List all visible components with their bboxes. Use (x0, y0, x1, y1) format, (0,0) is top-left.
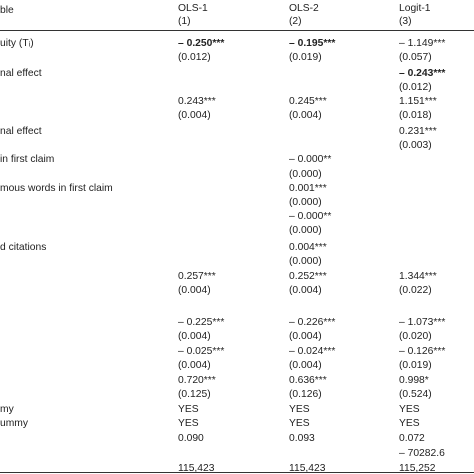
table-cell-col3: 0.072 (399, 433, 425, 444)
table-cell-col2: – 0.000** (289, 211, 332, 222)
table-cell-col2: – 0.226*** (289, 317, 336, 328)
row-label: my (0, 404, 14, 415)
column-number-1: (1) (178, 16, 191, 27)
table-cell-col3: – 1.149*** (399, 38, 446, 49)
table-cell-col1: – 0.025*** (178, 346, 225, 357)
row-label: nal effect (0, 68, 42, 79)
table-cell-col2: (0.004) (289, 110, 322, 121)
table-cell-col1: 0.257*** (178, 271, 216, 282)
table-cell-col2: (0.004) (289, 331, 322, 342)
table-cell-col3: – 70282.6 (399, 448, 445, 459)
table-cell-col2: (0.019) (289, 52, 322, 63)
table-cell-col3: YES (399, 418, 420, 429)
table-cell-col3: 0.231*** (399, 126, 437, 137)
table-cell-col1: 115,423 (178, 463, 215, 474)
table-cell-col2: (0.000) (289, 197, 322, 208)
table-cell-col3: (0.003) (399, 140, 432, 151)
table-cell-col2: 0.252*** (289, 271, 327, 282)
table-cell-col1: YES (178, 404, 199, 415)
table-cell-col1: (0.004) (178, 285, 211, 296)
table-cell-col2: 115,423 (289, 463, 326, 474)
table-cell-col1: (0.004) (178, 110, 211, 121)
table-cell-col2: 0.636*** (289, 375, 327, 386)
table-cell-col3: 1.344*** (399, 271, 437, 282)
table-cell-col1: (0.012) (178, 52, 211, 63)
table-cell-col2: (0.000) (289, 169, 322, 180)
table-cell-col2: – 0.024*** (289, 346, 336, 357)
header-rule (0, 30, 474, 31)
table-cell-col2: (0.126) (289, 389, 322, 400)
table-cell-col2: – 0.195*** (289, 38, 336, 49)
table-cell-col3: 1.151*** (399, 96, 437, 107)
table-cell-col2: 0.245*** (289, 96, 327, 107)
table-cell-col3: (0.524) (399, 389, 432, 400)
column-header-1: OLS-1 (178, 3, 208, 14)
table-cell-col3: – 1.073*** (399, 317, 446, 328)
table-cell-col3: 0.998* (399, 375, 429, 386)
table-cell-col2: (0.004) (289, 360, 322, 371)
table-cell-col1: (0.004) (178, 360, 211, 371)
table-cell-col3: 115,252 (399, 463, 436, 474)
table-cell-col3: – 0.126*** (399, 346, 446, 357)
table-cell-col2: (0.004) (289, 285, 322, 296)
table-cell-col2: YES (289, 418, 310, 429)
table-cell-col1: (0.004) (178, 331, 211, 342)
table-cell-col3: YES (399, 404, 420, 415)
table-cell-col2: (0.000) (289, 256, 322, 267)
row-label: uity (Tᵢ) (0, 38, 34, 49)
table-cell-col3: (0.012) (399, 82, 432, 93)
table-cell-col2: YES (289, 404, 310, 415)
header-stub: ble (0, 5, 14, 16)
table-cell-col3: (0.020) (399, 331, 432, 342)
table-cell-col1: 0.720*** (178, 375, 216, 386)
table-cell-col1: YES (178, 418, 199, 429)
column-header-2: OLS-2 (289, 3, 319, 14)
table-cell-col2: 0.004*** (289, 242, 327, 253)
table-cell-col1: 0.243*** (178, 96, 216, 107)
table-cell-col1: (0.125) (178, 389, 211, 400)
bottom-rule (0, 472, 474, 473)
table-cell-col2: 0.001*** (289, 183, 327, 194)
table-cell-col2: (0.000) (289, 225, 322, 236)
row-label: ummy (0, 418, 29, 429)
table-cell-col2: 0.093 (289, 433, 315, 444)
table-cell-col1: 0.090 (178, 433, 204, 444)
column-header-3: Logit-1 (399, 3, 431, 14)
row-label: in first claim (0, 154, 55, 165)
table-cell-col1: – 0.225*** (178, 317, 225, 328)
table-cell-col3: (0.057) (399, 52, 432, 63)
table-cell-col2: – 0.000** (289, 154, 332, 165)
column-number-3: (3) (399, 16, 412, 27)
table-cell-col3: (0.018) (399, 110, 432, 121)
row-label: nal effect (0, 126, 42, 137)
row-label: mous words in first claim (0, 183, 113, 194)
row-label: d citations (0, 242, 47, 253)
table-cell-col1: – 0.250*** (178, 38, 225, 49)
table-cell-col3: (0.019) (399, 360, 432, 371)
column-number-2: (2) (289, 16, 302, 27)
table-cell-col3: – 0.243*** (399, 68, 446, 79)
table-cell-col3: (0.022) (399, 285, 432, 296)
